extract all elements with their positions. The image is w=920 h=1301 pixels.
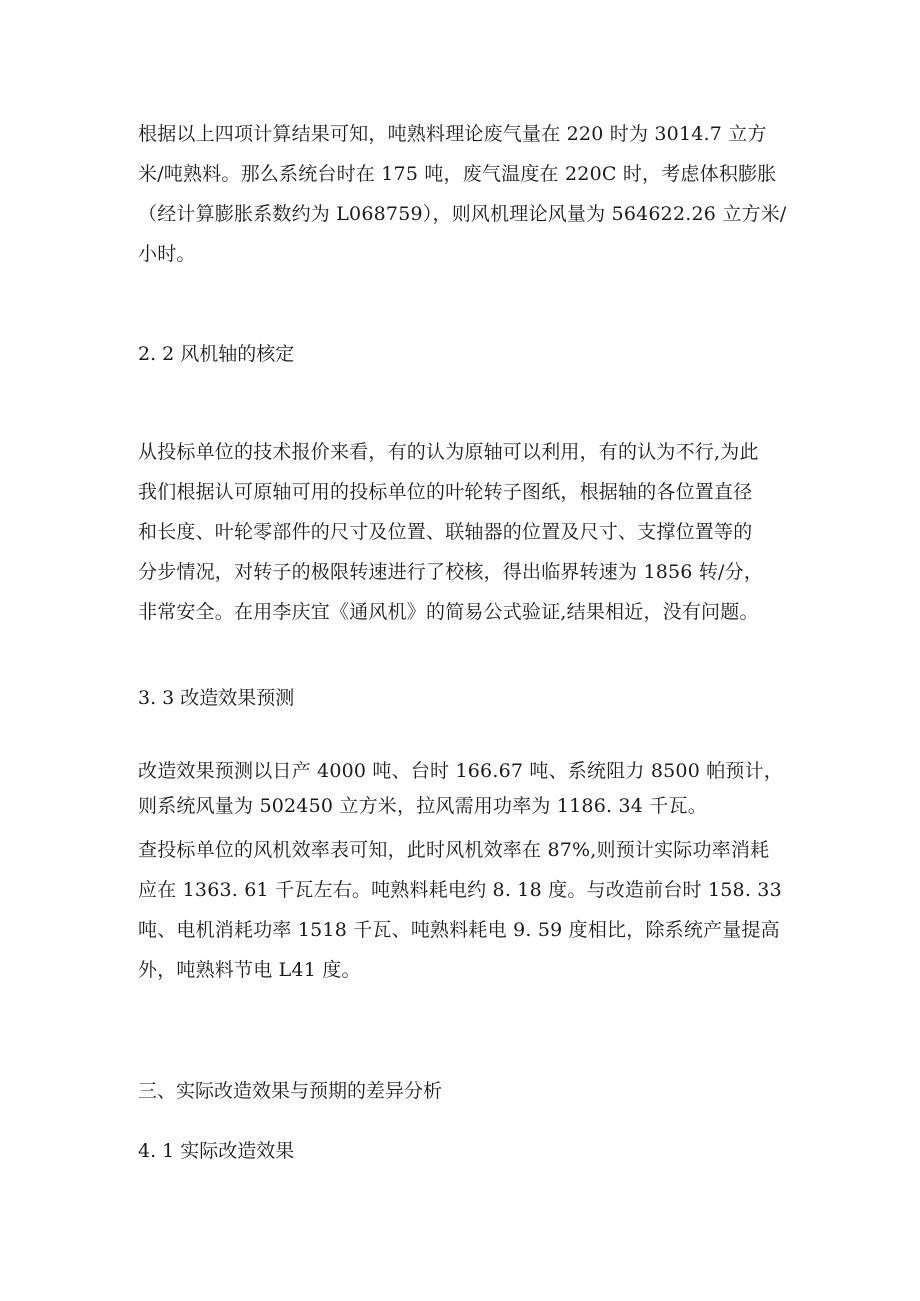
- text-line: 我们根据认可原轴可用的投标单位的叶轮转子图纸，根据轴的各位置直径: [138, 481, 753, 503]
- text-line: 改造效果预测以日产 4000 吨、台时 166.67 吨、系统阻力 8500 帕预计，: [138, 760, 784, 782]
- paragraph-theoretical-air-volume: [138, 114, 802, 274]
- text-line: （经计算膨胀系数约为 L068759），则风机理论风量为 564622.26 立方米/: [138, 203, 787, 225]
- paragraph-prediction-basis: [138, 754, 802, 824]
- section-heading-fan-shaft: 2. 2 风机轴的核定: [138, 343, 295, 365]
- text-line: 非常安全。在用李庆宜《通风机》的简易公式验证,结果相近，没有问题。: [138, 601, 759, 623]
- text-line: 根据以上四项计算结果可知，吨熟料理论废气量在 220 时为 3014.7 立方: [138, 123, 767, 145]
- text-line: 分步情况，对转子的极限转速进行了校核，得出临界转速为 1856 转/分，: [138, 561, 764, 583]
- text-line: 应在 1363. 61 千瓦左右。吨熟料耗电约 8. 18 度。与改造前台时 158. 33: [138, 879, 782, 901]
- paragraph-shaft-verification: [138, 432, 802, 632]
- paragraph-power-consumption: [138, 830, 802, 990]
- text-line: 外，吨熟料节电 L41 度。: [138, 959, 361, 981]
- section-heading-effect-prediction: 3. 3 改造效果预测: [138, 687, 295, 709]
- text-line: 从投标单位的技术报价来看，有的认为原轴可以利用，有的认为不行,为此: [138, 441, 759, 463]
- text-line: 则系统风量为 502450 立方米，拉风需用功率为 1186. 34 千瓦。: [138, 795, 707, 817]
- text-line: 小时。: [138, 243, 196, 265]
- section-heading-actual-effect: 4. 1 实际改造效果: [138, 1140, 295, 1162]
- text-line: 米/吨熟料。那么系统台时在 175 吨，废气温度在 220C 时，考虑体积膨胀: [138, 163, 777, 185]
- text-line: 吨、电机消耗功率 1518 千瓦、吨熟料耗电 9. 59 度相比，除系统产量提高: [138, 919, 780, 941]
- section-heading-actual-vs-expected: 三、实际改造效果与预期的差异分析: [138, 1080, 443, 1102]
- text-line: 和长度、叶轮零部件的尺寸及位置、联轴器的位置及尺寸、支撑位置等的: [138, 521, 753, 543]
- text-line: 查投标单位的风机效率表可知，此时风机效率在 87%,则预计实际功率消耗: [138, 839, 770, 861]
